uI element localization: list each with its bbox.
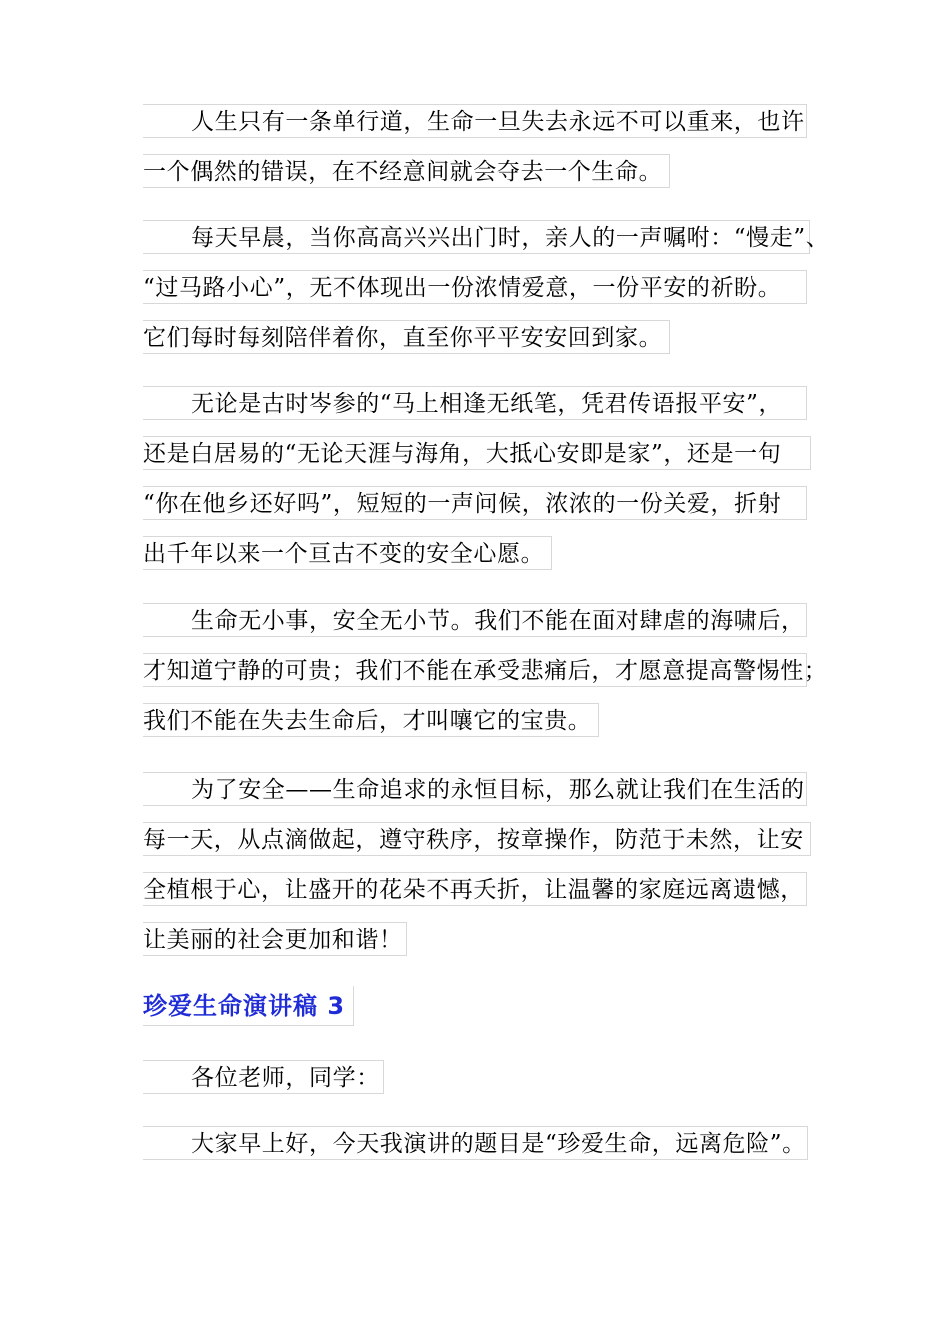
paragraph-5-line-1: 为了安全——生命追求的永恒目标，那么就让我们在生活的 bbox=[143, 772, 807, 806]
paragraph-5-line-2: 每一天，从点滴做起，遵守秩序，按章操作，防范于未然，让安 bbox=[143, 822, 811, 856]
paragraph-4-line-1: 生命无小事，安全无小节。我们不能在面对肆虐的海啸后， bbox=[143, 603, 807, 637]
paragraph-3-line-3: “你在他乡还好吗”，短短的一声问候，浓浓的一份关爱，折射 bbox=[143, 486, 807, 520]
paragraph-2-line-1: 每天早晨，当你高高兴兴出门时，亲人的一声嘱咐：“慢走”、 bbox=[143, 220, 810, 254]
paragraph-2-line-2: “过马路小心”，无不体现出一份浓情爱意，一份平安的祈盼。 bbox=[143, 270, 807, 304]
salutation-line: 各位老师，同学： bbox=[143, 1060, 384, 1094]
section-heading: 珍爱生命演讲稿 3 bbox=[143, 986, 354, 1026]
paragraph-5-line-4: 让美丽的社会更加和谐！ bbox=[143, 922, 407, 956]
paragraph-4-line-3: 我们不能在失去生命后，才叫嚷它的宝贵。 bbox=[143, 703, 599, 737]
paragraph-3-line-1: 无论是古时岑参的“马上相逢无纸笔，凭君传语报平安”， bbox=[143, 386, 807, 420]
paragraph-1-line-1: 人生只有一条单行道，生命一旦失去永远不可以重来，也许 bbox=[143, 104, 807, 138]
paragraph-5-line-3: 全植根于心，让盛开的花朵不再夭折，让温馨的家庭远离遗憾， bbox=[143, 872, 807, 906]
paragraph-3-line-4: 出千年以来一个亘古不变的安全心愿。 bbox=[143, 536, 552, 570]
paragraph-1-line-2: 一个偶然的错误，在不经意间就会夺去一个生命。 bbox=[143, 154, 670, 188]
opening-line: 大家早上好，今天我演讲的题目是“珍爱生命，远离危险”。 bbox=[143, 1126, 808, 1160]
paragraph-4-line-2: 才知道宁静的可贵；我们不能在承受悲痛后，才愿意提高警惕性； bbox=[143, 653, 807, 687]
paragraph-2-line-3: 它们每时每刻陪伴着你，直至你平平安安回到家。 bbox=[143, 320, 670, 354]
paragraph-3-line-2: 还是白居易的“无论天涯与海角，大抵心安即是家”，还是一句 bbox=[143, 436, 811, 470]
